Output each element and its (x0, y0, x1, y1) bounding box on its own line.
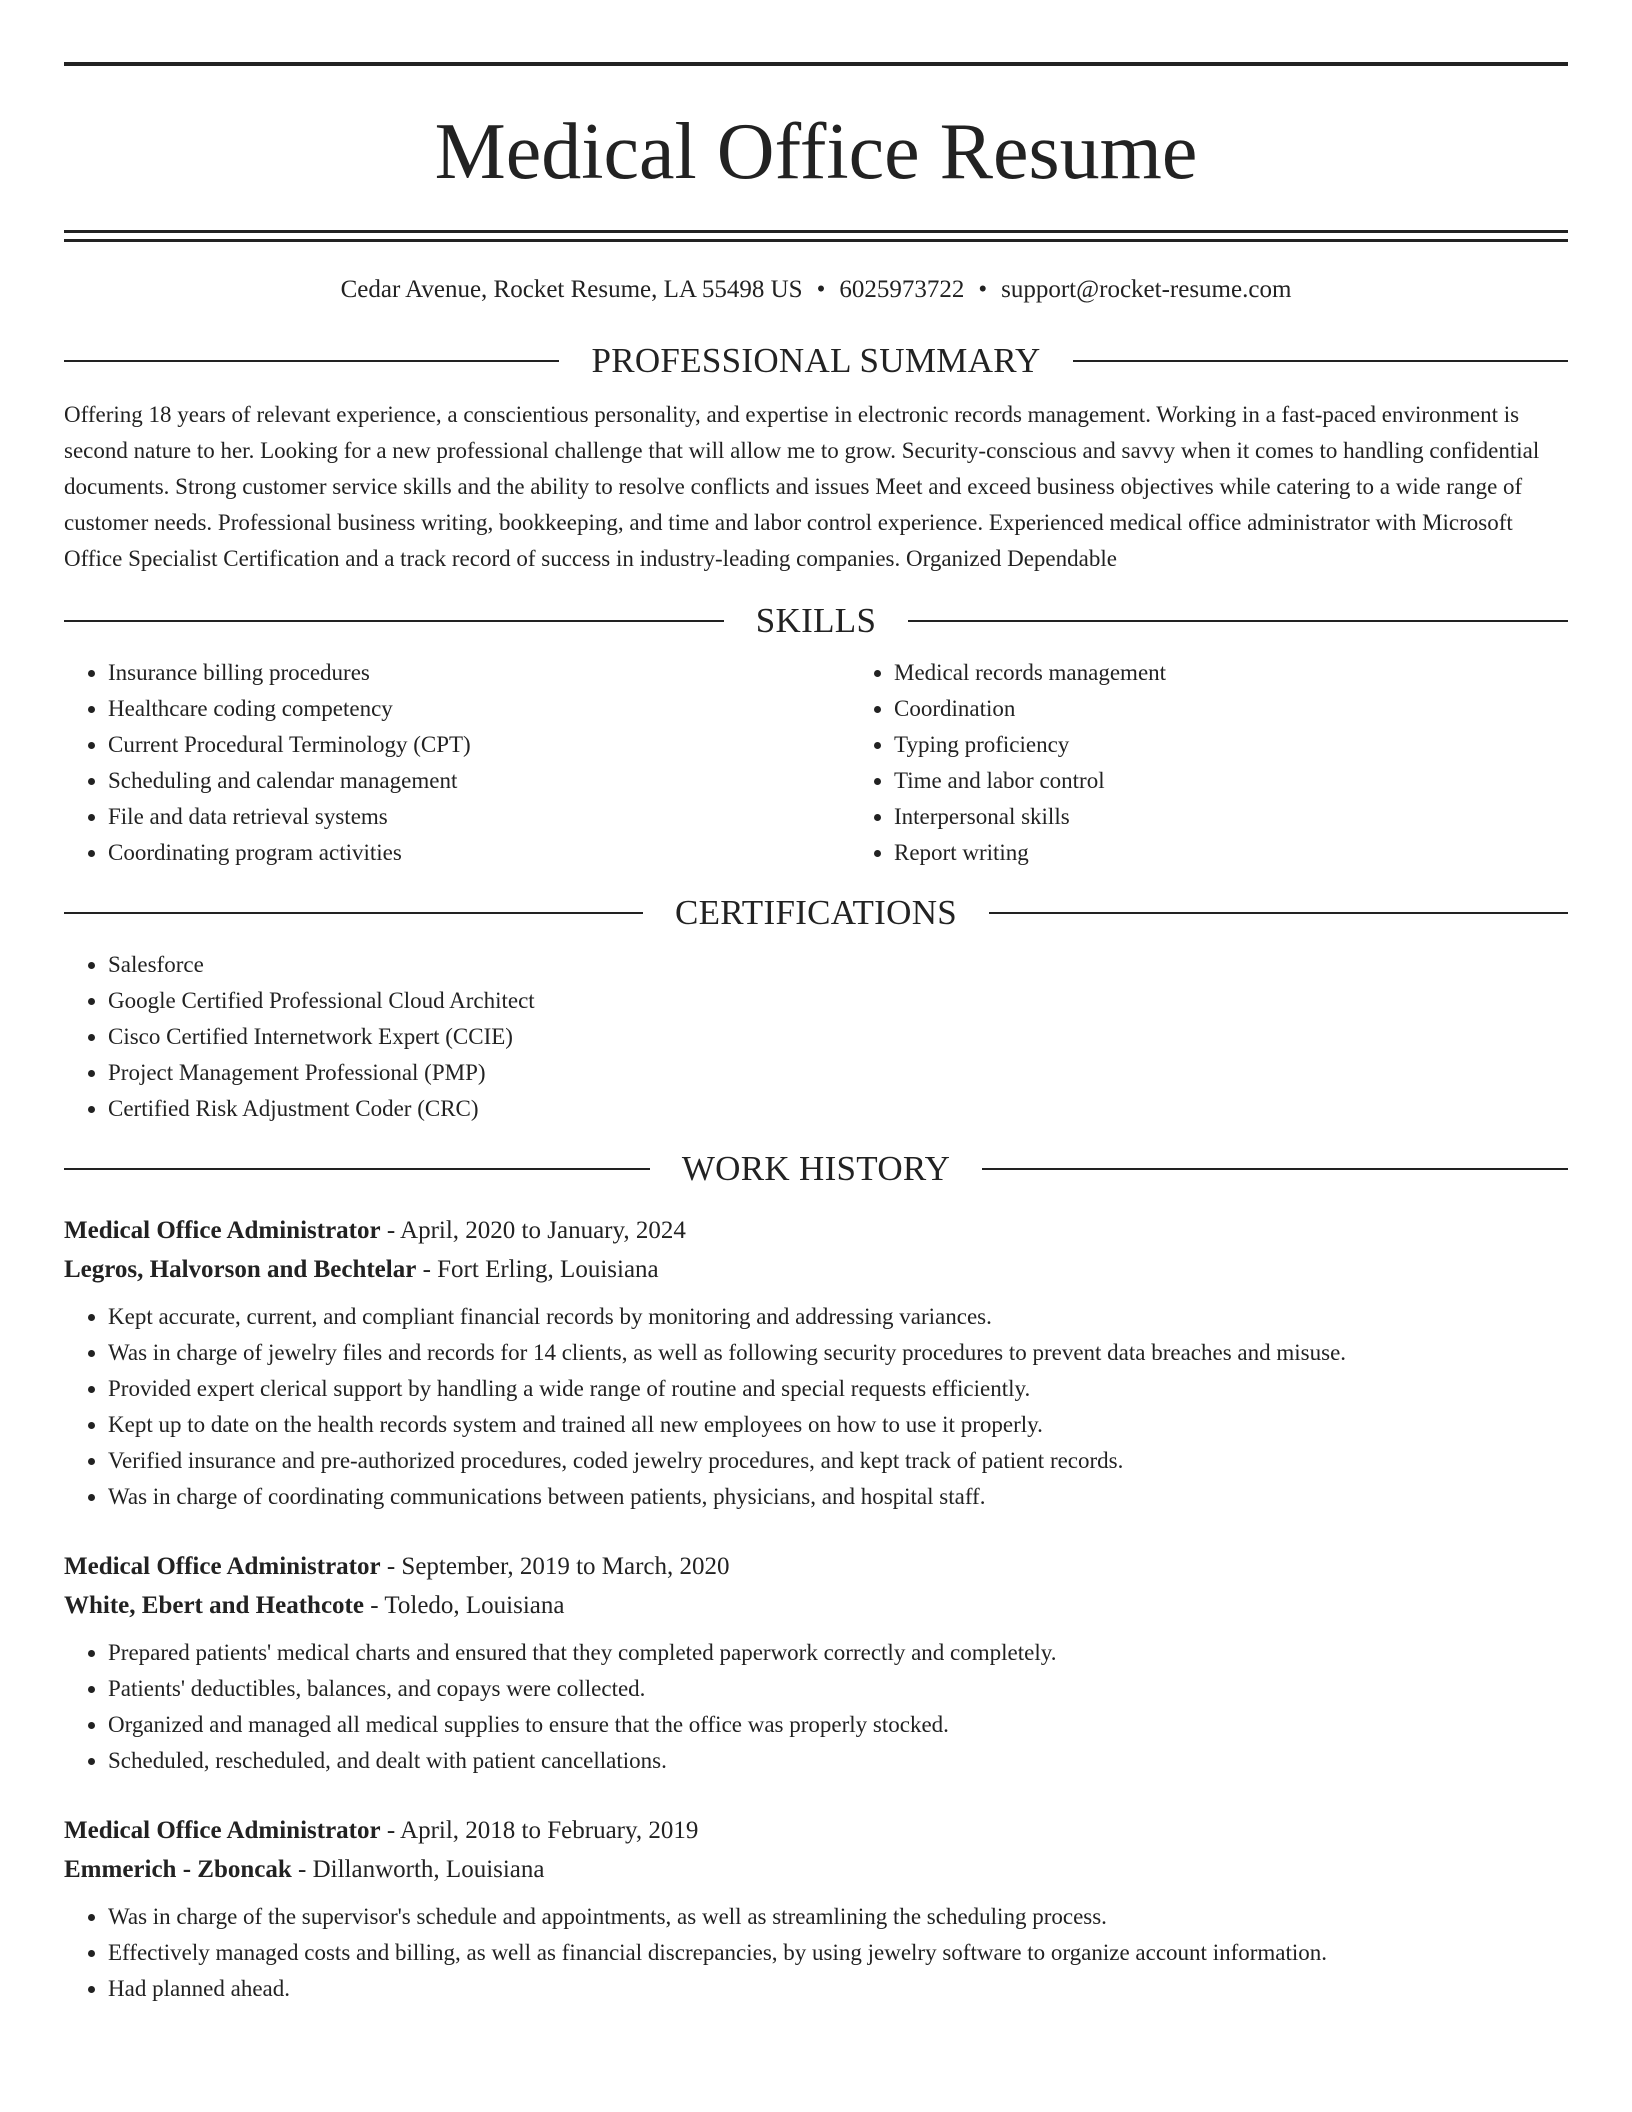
job-bullet: • Kept accurate, current, and compliant financial records by monitoring and addressing variances. (108, 1299, 1568, 1335)
job-location: - Dillanworth, Louisiana (291, 1856, 545, 1883)
contact-line (64, 273, 1568, 307)
job-bullet: • Was in charge of coordinating communications between patients, physicians, and hospital staff. (108, 1479, 1568, 1515)
job-bullet: • Provided expert clerical support by handling a wide range of routine and special requests efficiently. (108, 1371, 1568, 1407)
job-dates: - September, 2019 to March, 2020 (380, 1553, 730, 1580)
job-dates: - April, 2020 to January, 2024 (380, 1217, 686, 1244)
section-rule-left (64, 620, 724, 622)
title-double-rule (64, 230, 1568, 242)
section-title-work-history: WORK HISTORY (681, 1149, 951, 1188)
job-title: Medical Office Administrator (64, 1817, 381, 1844)
section-rule-right (989, 912, 1568, 914)
skills-list-right (850, 655, 1632, 871)
job-bullet: • Verified insurance and pre-authorized procedures, coded jewelry procedures, and kept track of patient records. (108, 1443, 1568, 1479)
skill-item: • Scheduling and calendar management (108, 763, 850, 799)
section-title-summary: PROFESSIONAL SUMMARY (591, 341, 1041, 380)
job-entry (64, 1211, 1568, 1515)
contact-separator: • (816, 276, 826, 303)
job-bullets (64, 1899, 1568, 2007)
job-bullet: • Had planned ahead. (108, 1971, 1568, 2007)
job-bullet: • Scheduled, rescheduled, and dealt with patient cancellations. (108, 1743, 1568, 1779)
skill-item: • Interpersonal skills (894, 799, 1632, 835)
skill-item: • Insurance billing procedures (108, 655, 850, 691)
job-bullet: • Prepared patients' medical charts and ensured that they completed paperwork correctly and completely. (108, 1635, 1568, 1671)
certification-item: • Certified Risk Adjustment Coder (CRC) (108, 1091, 1568, 1127)
skill-item: • File and data retrieval systems (108, 799, 850, 835)
job-location: - Fort Erling, Louisiana (416, 1256, 659, 1283)
resume-title: Medical Office Resume (434, 108, 1198, 196)
job-bullet: • Kept up to date on the health records system and trained all new employees on how to use it properly. (108, 1407, 1568, 1443)
section-header-skills (64, 599, 1568, 643)
skill-item: • Time and labor control (894, 763, 1632, 799)
skill-item: • Current Procedural Terminology (CPT) (108, 727, 850, 763)
section-title-certifications: CERTIFICATIONS (674, 893, 958, 932)
skill-item: • Medical records management (894, 655, 1632, 691)
job-company: White, Ebert and Heathcote (64, 1592, 364, 1619)
contact-address: Cedar Avenue, Rocket Resume, LA 55498 US (340, 276, 803, 303)
section-rule-right (982, 1168, 1568, 1170)
job-location: - Toledo, Louisiana (363, 1592, 565, 1619)
contact-email: support@rocket-resume.com (1001, 276, 1292, 303)
section-header-work-history (64, 1147, 1568, 1191)
job-bullet: • Was in charge of the supervisor's schedule and appointments, as well as streamlining the scheduling process. (108, 1899, 1568, 1935)
job-bullet: • Organized and managed all medical supplies to ensure that the office was properly stocked. (108, 1707, 1568, 1743)
job-bullet: • Effectively managed costs and billing, as well as financial discrepancies, by using jewelry software to organize account information. (108, 1935, 1568, 1971)
skill-item: • Typing proficiency (894, 727, 1632, 763)
section-rule-left (64, 912, 643, 914)
certifications-list (64, 947, 1568, 1127)
certification-item: • Google Certified Professional Cloud Architect (108, 983, 1568, 1019)
skill-item: • Coordination (894, 691, 1632, 727)
skills-list-left (64, 655, 850, 871)
job-bullet: • Was in charge of jewelry files and records for 14 clients, as well as following security procedures to prevent data breaches and misuse. (108, 1335, 1568, 1371)
job-company: Emmerich - Zboncak (64, 1856, 292, 1883)
certification-item: • Cisco Certified Internetwork Expert (CCIE) (108, 1019, 1568, 1055)
job-title-line (64, 1547, 1568, 1586)
job-title-line (64, 1811, 1568, 1850)
section-header-summary (64, 339, 1568, 383)
certification-item: • Project Management Professional (PMP) (108, 1055, 1568, 1091)
job-entry (64, 1547, 1568, 1779)
job-dates: - April, 2018 to February, 2019 (380, 1817, 699, 1844)
section-title-skills: SKILLS (755, 601, 877, 640)
contact-phone: 6025973722 (839, 276, 965, 303)
job-title-line (64, 1211, 1568, 1250)
skills-columns (64, 655, 1568, 871)
job-title: Medical Office Administrator (64, 1217, 381, 1244)
top-rule (64, 62, 1568, 66)
summary-paragraph: Offering 18 years of relevant experience, a conscientious personality, and expertise in electronic records management. Working in a fast-paced environment is second nature to her. Looking for a new professional challenge that will allow me to grow. Security-conscious and savvy when it comes to handling confidential documents. Strong customer service skills and the ability to resolve conflicts and issues Meet and exceed business objectives while catering to a wide range of customer needs. Professional business writing, bookkeeping, and time and labor control experience. Experienced medical office administrator with Microsoft Office Specialist Certification and a track record of success in industry-leading companies. Organized Dependable (64, 402, 1540, 571)
section-rule-left (64, 360, 559, 362)
job-bullet: • Patients' deductibles, balances, and copays were collected. (108, 1671, 1568, 1707)
job-company: Legros, Halvorson and Bechtelar (64, 1256, 417, 1283)
resume-page (64, 0, 1568, 2007)
skill-item: • Healthcare coding competency (108, 691, 850, 727)
job-bullets (64, 1299, 1568, 1515)
section-header-certifications (64, 891, 1568, 935)
section-rule-left (64, 1168, 650, 1170)
job-company-line (64, 1250, 1568, 1289)
certification-item: • Salesforce (108, 947, 1568, 983)
job-company-line (64, 1850, 1568, 1889)
job-bullets (64, 1635, 1568, 1779)
skill-item: • Report writing (894, 835, 1632, 871)
section-rule-right (908, 620, 1568, 622)
job-title: Medical Office Administrator (64, 1553, 381, 1580)
job-company-line (64, 1586, 1568, 1625)
section-rule-right (1073, 360, 1568, 362)
job-entry (64, 1811, 1568, 2007)
contact-separator: • (978, 276, 988, 303)
skill-item: • Coordinating program activities (108, 835, 850, 871)
